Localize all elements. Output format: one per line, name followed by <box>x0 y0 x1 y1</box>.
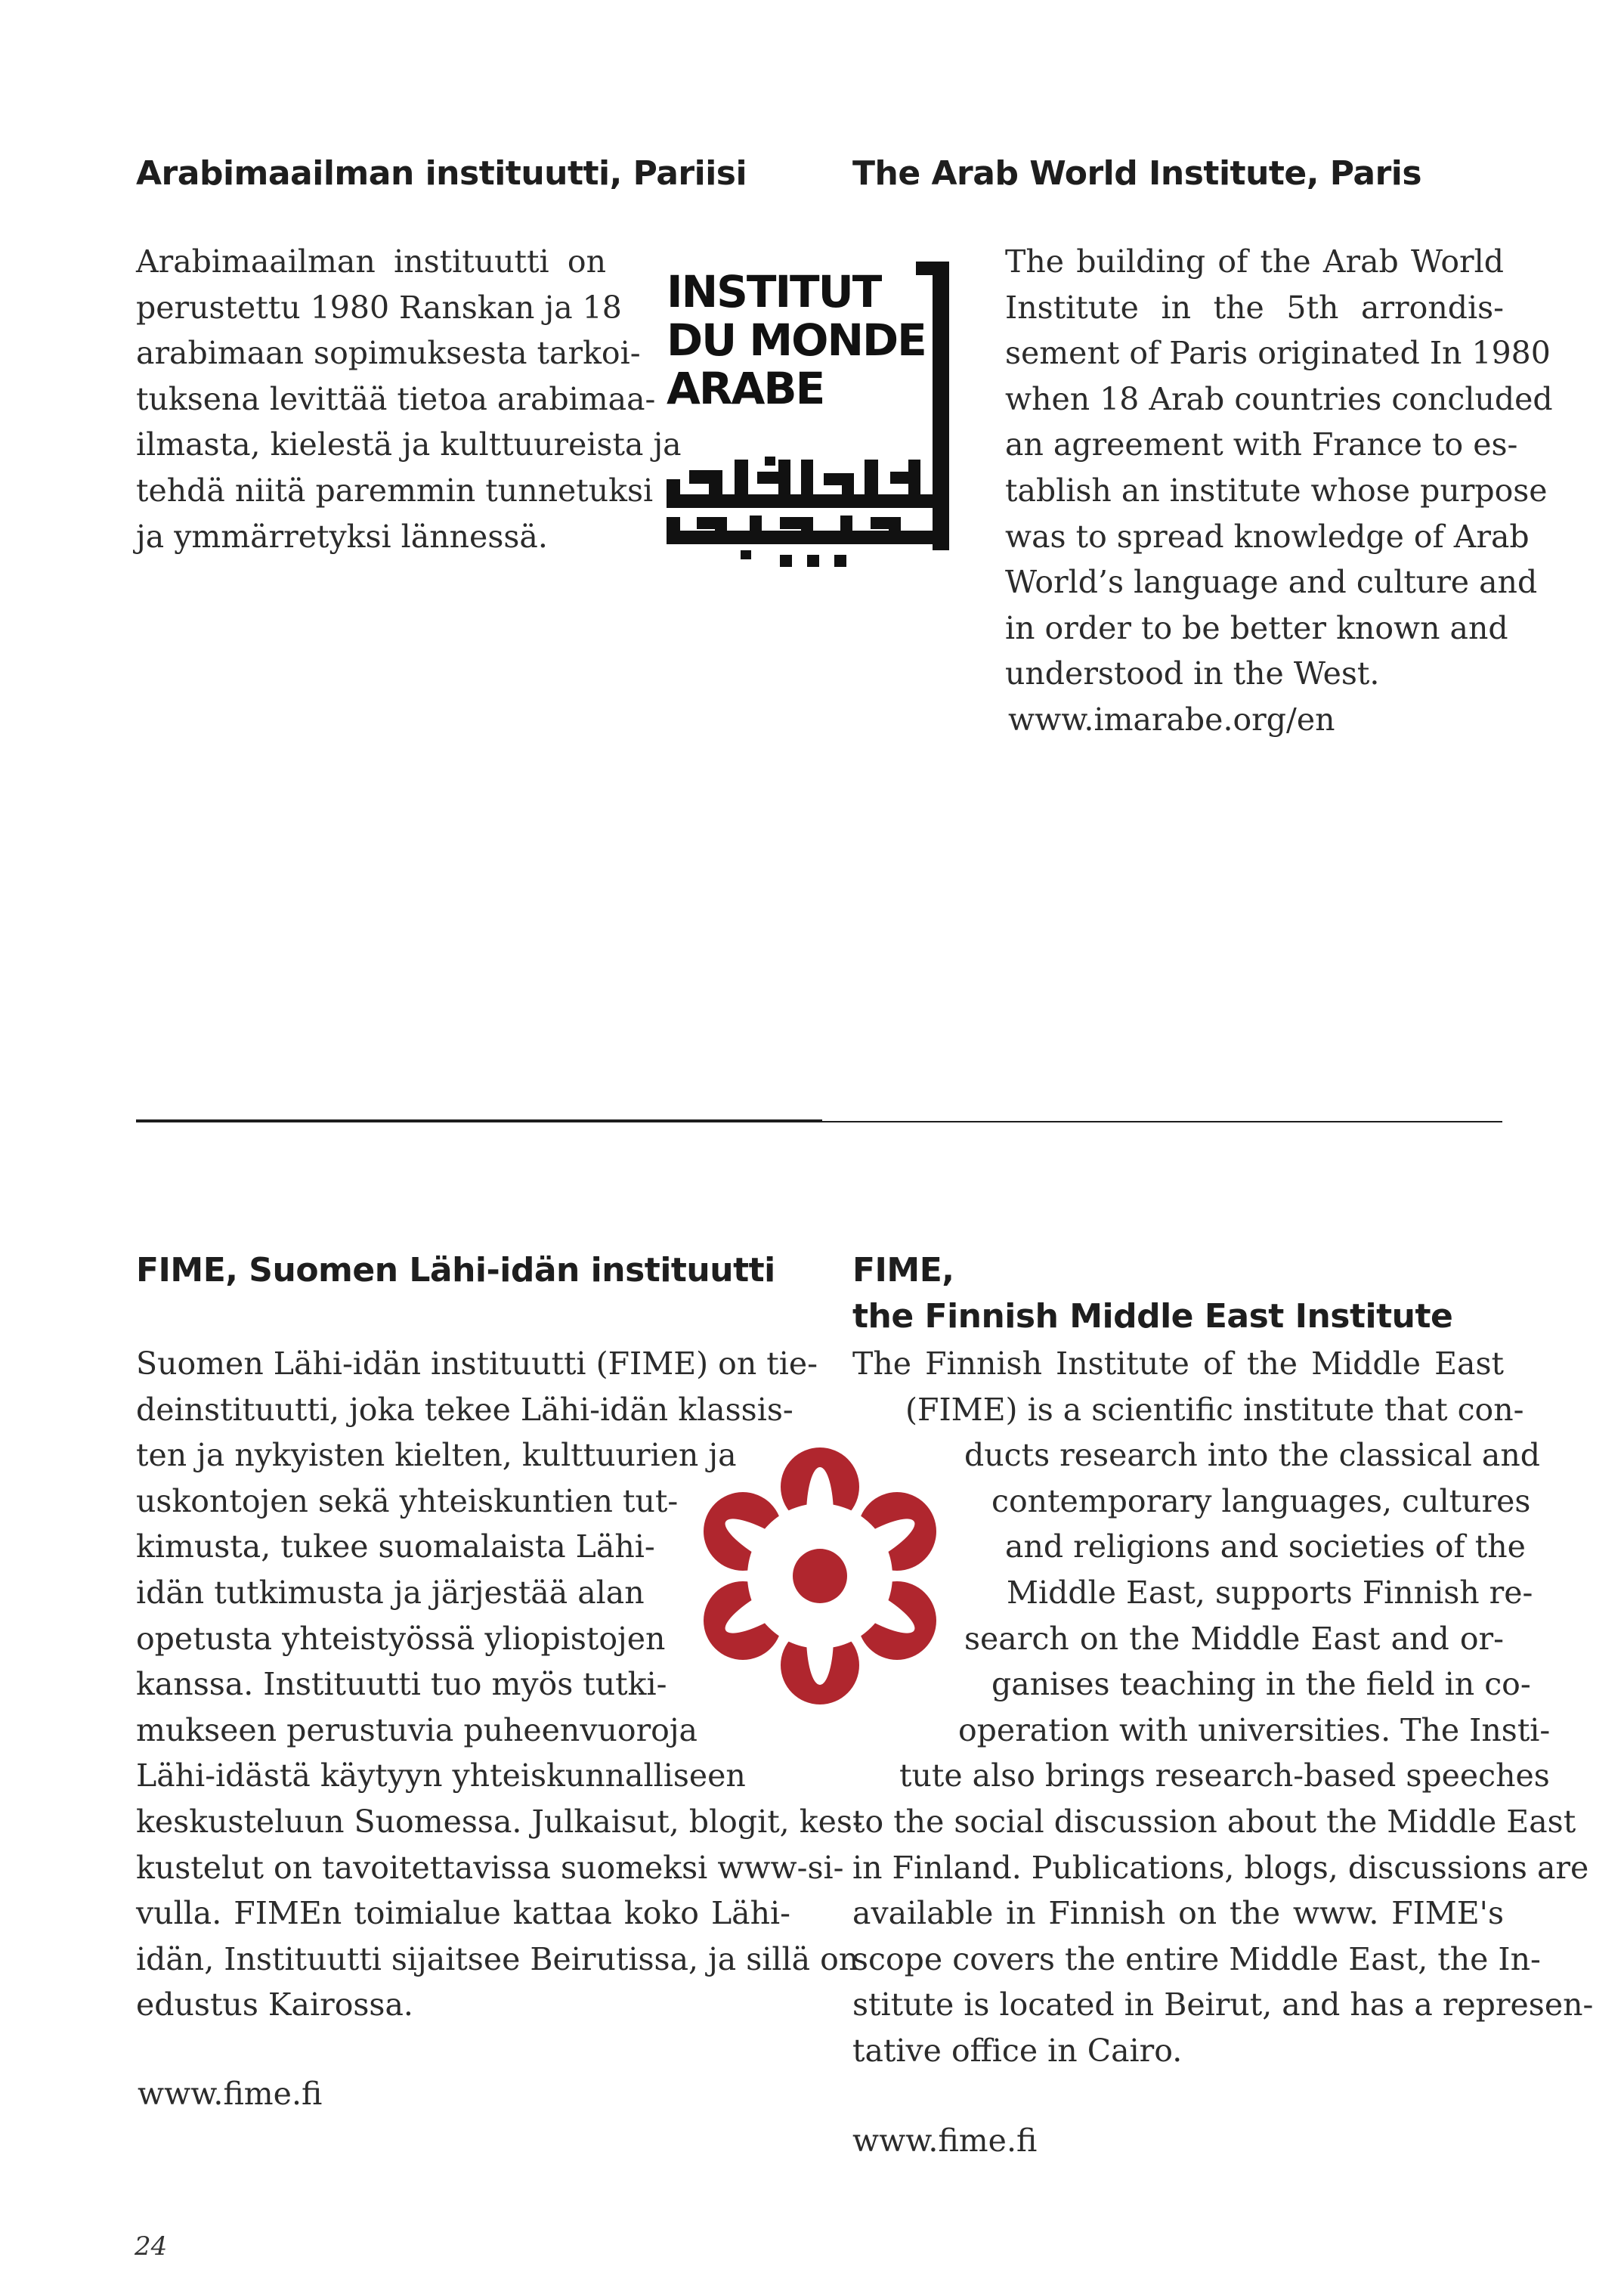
body-line: idän tutkimusta ja järjestää alan <box>136 1574 645 1611</box>
body-line: tute also brings research-based speeches <box>899 1757 1550 1794</box>
ima-logo-line: ARABE <box>667 363 824 414</box>
body-line: ganises teaching in the field in co- <box>991 1666 1531 1703</box>
body-line: kustelut on tavoitettavissa suomeksi www-si- <box>136 1849 844 1886</box>
body-line: opetusta yhteistyössä yliopistojen <box>136 1620 666 1657</box>
body-line: ja ymmärretyksi lännessä. <box>136 518 548 555</box>
body-line: stitute is located in Beirut, and has a represen- <box>852 1986 1594 2023</box>
body-line: in order to be better known and <box>1005 609 1508 646</box>
body-line: The Finnish Institute of the Middle East <box>852 1345 1504 1382</box>
body-line: deinstituutti, joka tekee Lähi-idän klassis- <box>136 1391 793 1428</box>
fime-heading-en-line-1: FIME, <box>852 1251 954 1290</box>
ima-logo <box>667 262 961 579</box>
section-divider-thin <box>822 1121 1502 1122</box>
body-line: contemporary languages, cultures <box>991 1482 1531 1519</box>
ima-heading-en: The Arab World Institute, Paris <box>852 154 1422 193</box>
body-line: to the social discussion about the Middle East <box>852 1803 1576 1840</box>
body-line: scope covers the entire Middle East, the In- <box>852 1940 1541 1977</box>
ima-heading-fi: Arabimaailman instituutti, Pariisi <box>136 154 747 193</box>
body-line: kanssa. Instituutti tuo myös tutki- <box>136 1666 667 1703</box>
ima-body-fi <box>136 239 682 559</box>
ima-website-link[interactable]: www.imarabe.org/en <box>1008 701 1335 738</box>
body-line: tuksena levittää tietoa arabimaa- <box>136 380 656 417</box>
body-line: mukseen perustuvia puheenvuoroja <box>136 1711 698 1748</box>
body-line: in Finland. Publications, blogs, discussions are <box>852 1849 1589 1886</box>
ima-logo-arabic-calligraphy <box>667 457 939 577</box>
fime-heading-fi: FIME, Suomen Lähi-idän instituutti <box>136 1251 775 1290</box>
body-line: idän, Instituutti sijaitsee Beirutissa, ja sillä on <box>136 1940 859 1977</box>
body-line: keskusteluun Suomessa. Julkaisut, blogit, kes- <box>136 1803 863 1840</box>
body-line: World’s language and culture and <box>1005 564 1538 601</box>
body-line: and religions and societies of the <box>1005 1528 1526 1565</box>
body-line: kimusta, tukee suomalaista Lähi- <box>136 1528 655 1565</box>
body-line: an agreement with France to es- <box>1005 426 1518 463</box>
body-line: The building of the Arab World <box>1005 243 1504 280</box>
fime-website-link-en[interactable]: www.fime.fi <box>852 2122 1038 2159</box>
body-line: available in Finnish on the www. FIME's <box>852 1895 1504 1932</box>
ima-logo-line: DU MONDE <box>667 314 926 366</box>
fime-website-link-fi[interactable]: www.fime.fi <box>138 2076 323 2112</box>
body-line: Arabimaailman instituutti on <box>136 243 606 280</box>
body-line: (FIME) is a scientific institute that con- <box>905 1391 1524 1428</box>
body-line: understood in the West. <box>1005 655 1380 692</box>
body-line: ducts research into the classical and <box>964 1437 1541 1474</box>
ima-logo-line: INSTITUT <box>667 266 881 317</box>
body-line: ilmasta, kielestä ja kulttuureista ja <box>136 426 682 463</box>
body-line: tablish an institute whose purpose <box>1005 472 1548 509</box>
body-line: perustettu 1980 Ranskan ja 18 <box>136 289 622 326</box>
section-divider-thick <box>136 1119 822 1122</box>
body-line: edustus Kairossa. <box>136 1986 413 2023</box>
body-line: vulla. FIMEn toimialue kattaa koko Lähi- <box>136 1895 790 1932</box>
ima-logo-top-bar <box>916 262 949 275</box>
body-line: Lähi-idästä käytyyn yhteiskunnalliseen <box>136 1757 746 1794</box>
body-line: when 18 Arab countries concluded <box>1005 380 1553 417</box>
ima-body-en <box>1005 239 1553 697</box>
body-line: tehdä niitä paremmin tunnetuksi <box>136 472 654 509</box>
body-line: tative office in Cairo. <box>852 2032 1183 2069</box>
fime-body-en <box>852 1341 1594 2074</box>
body-line: Middle East, supports Finnish re- <box>1007 1574 1533 1611</box>
body-line: search on the Middle East and or- <box>964 1620 1504 1657</box>
body-line: sement of Paris originated In 1980 <box>1005 335 1551 372</box>
body-line: was to spread knowledge of Arab <box>1005 518 1530 555</box>
body-line: Suomen Lähi-idän instituutti (FIME) on tie- <box>136 1345 818 1382</box>
body-line: operation with universities. The Insti- <box>958 1711 1551 1748</box>
body-line: ten ja nykyisten kielten, kulttuurien ja <box>136 1437 737 1474</box>
fime-heading-en-line-2: the Finnish Middle East Institute <box>852 1297 1453 1336</box>
page-number: 24 <box>135 2231 168 2262</box>
body-line: Institute in the 5th arrondis- <box>1005 289 1504 326</box>
body-line: arabimaan sopimuksesta tarkoi- <box>136 335 641 372</box>
body-line: uskontojen sekä yhteiskuntien tut- <box>136 1482 679 1519</box>
